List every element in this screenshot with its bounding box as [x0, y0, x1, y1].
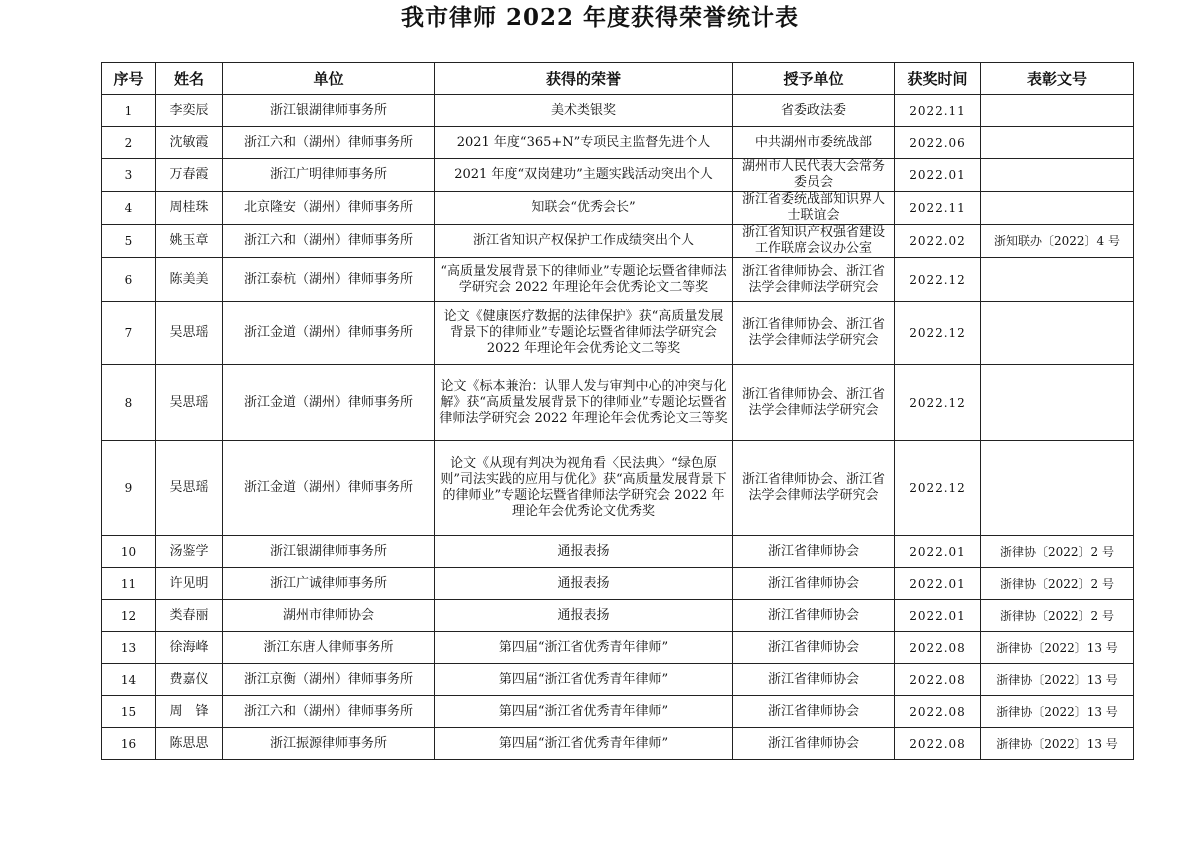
table-row: [102, 696, 1134, 728]
cell-grantor: 浙江省律师协会: [733, 728, 895, 760]
cell-name: 周 锋: [156, 696, 223, 728]
cell-date: 2022.12: [895, 441, 981, 536]
cell-doc: [981, 159, 1134, 192]
page-title: 我市律师 2022 年度获得荣誉统计表: [400, 4, 800, 31]
cell-unit: 浙江银湖律师事务所: [223, 95, 435, 127]
cell-unit: 浙江六和（湖州）律师事务所: [223, 127, 435, 159]
cell-date: 2022.11: [895, 95, 981, 127]
cell-unit: 浙江振源律师事务所: [223, 728, 435, 760]
cell-doc: [981, 441, 1134, 536]
cell-doc: 浙律协〔2022〕13 号: [981, 696, 1134, 728]
cell-honor: 通报表扬: [435, 600, 733, 632]
cell-honor: 通报表扬: [435, 536, 733, 568]
cell-date: 2022.01: [895, 159, 981, 192]
cell-grantor: 浙江省知识产权强省建设工作联席会议办公室: [733, 225, 895, 258]
table-row: [102, 365, 1134, 441]
cell-honor: 论文《从现有判决为视角看〈民法典〉“绿色原则”司法实践的应用与优化》获“高质量发展背景下的律师业”专题论坛暨省律师法学研究会 2022 年理论年会优秀论文优秀奖: [435, 441, 733, 536]
table-row: [102, 536, 1134, 568]
table-row: [102, 192, 1134, 225]
cell-unit: 浙江六和（湖州）律师事务所: [223, 225, 435, 258]
cell-unit: 浙江金道（湖州）律师事务所: [223, 441, 435, 536]
cell-unit: 北京隆安（湖州）律师事务所: [223, 192, 435, 225]
cell-honor: 第四届“浙江省优秀青年律师”: [435, 664, 733, 696]
cell-date: 2022.02: [895, 225, 981, 258]
cell-name: 陈美美: [156, 258, 223, 302]
cell-seq: 10: [102, 536, 156, 568]
cell-grantor: 浙江省律师协会: [733, 600, 895, 632]
cell-doc: 浙律协〔2022〕13 号: [981, 632, 1134, 664]
cell-name: 吴思瑶: [156, 302, 223, 365]
header-doc: 表彰文号: [981, 63, 1134, 95]
cell-grantor: 浙江省委统战部知识界人士联谊会: [733, 192, 895, 225]
cell-honor: 论文《标本兼治：认罪人发与审判中心的冲突与化解》获“高质量发展背景下的律师业”专题论坛暨省律师法学研究会 2022 年理论年会优秀论文三等奖: [435, 365, 733, 441]
cell-name: 类春丽: [156, 600, 223, 632]
cell-date: 2022.08: [895, 728, 981, 760]
cell-honor: 2021 年度“365+N”专项民主监督先进个人: [435, 127, 733, 159]
cell-unit: 浙江金道（湖州）律师事务所: [223, 302, 435, 365]
table-row: [102, 95, 1134, 127]
cell-honor: 美术类银奖: [435, 95, 733, 127]
cell-name: 周桂珠: [156, 192, 223, 225]
header-honor: 获得的荣誉: [435, 63, 733, 95]
cell-unit: 浙江银湖律师事务所: [223, 536, 435, 568]
cell-doc: [981, 258, 1134, 302]
cell-grantor: 湖州市人民代表大会常务委员会: [733, 159, 895, 192]
cell-grantor: 浙江省律师协会、浙江省法学会律师法学研究会: [733, 365, 895, 441]
cell-date: 2022.08: [895, 696, 981, 728]
honors-table: [101, 62, 1134, 760]
header-seq: 序号: [102, 63, 156, 95]
cell-grantor: 浙江省律师协会: [733, 696, 895, 728]
cell-grantor: 浙江省律师协会: [733, 632, 895, 664]
cell-seq: 4: [102, 192, 156, 225]
cell-name: 沈敏霞: [156, 127, 223, 159]
cell-grantor: 省委政法委: [733, 95, 895, 127]
cell-date: 2022.01: [895, 568, 981, 600]
cell-name: 万春霞: [156, 159, 223, 192]
table-row: [102, 600, 1134, 632]
cell-unit: 浙江京衡（湖州）律师事务所: [223, 664, 435, 696]
cell-seq: 1: [102, 95, 156, 127]
table-row: [102, 568, 1134, 600]
cell-name: 徐海峰: [156, 632, 223, 664]
cell-unit: 浙江金道（湖州）律师事务所: [223, 365, 435, 441]
cell-doc: 浙律协〔2022〕2 号: [981, 600, 1134, 632]
cell-unit: 浙江六和（湖州）律师事务所: [223, 696, 435, 728]
cell-name: 姚玉章: [156, 225, 223, 258]
cell-seq: 2: [102, 127, 156, 159]
table-body: [102, 95, 1134, 760]
cell-seq: 16: [102, 728, 156, 760]
cell-doc: [981, 95, 1134, 127]
cell-name: 汤鉴学: [156, 536, 223, 568]
cell-date: 2022.08: [895, 632, 981, 664]
cell-seq: 8: [102, 365, 156, 441]
cell-seq: 7: [102, 302, 156, 365]
cell-grantor: 中共湖州市委统战部: [733, 127, 895, 159]
cell-honor: 通报表扬: [435, 568, 733, 600]
cell-grantor: 浙江省律师协会: [733, 536, 895, 568]
cell-doc: 浙律协〔2022〕2 号: [981, 568, 1134, 600]
cell-date: 2022.12: [895, 365, 981, 441]
cell-unit: 浙江泰杭（湖州）律师事务所: [223, 258, 435, 302]
cell-doc: 浙律协〔2022〕13 号: [981, 664, 1134, 696]
table-row: [102, 225, 1134, 258]
cell-date: 2022.08: [895, 664, 981, 696]
cell-honor: 浙江省知识产权保护工作成绩突出个人: [435, 225, 733, 258]
cell-date: 2022.01: [895, 600, 981, 632]
cell-honor: “高质量发展背景下的律师业”专题论坛暨省律师法学研究会 2022 年理论年会优秀论文二等奖: [435, 258, 733, 302]
table-row: [102, 258, 1134, 302]
cell-doc: 浙律协〔2022〕2 号: [981, 536, 1134, 568]
cell-doc: 浙知联办〔2022〕4 号: [981, 225, 1134, 258]
cell-honor: 第四届“浙江省优秀青年律师”: [435, 696, 733, 728]
cell-seq: 14: [102, 664, 156, 696]
cell-grantor: 浙江省律师协会、浙江省法学会律师法学研究会: [733, 441, 895, 536]
table-row: [102, 127, 1134, 159]
cell-name: 费嘉仪: [156, 664, 223, 696]
cell-seq: 3: [102, 159, 156, 192]
cell-name: 李奕辰: [156, 95, 223, 127]
cell-seq: 5: [102, 225, 156, 258]
cell-date: 2022.12: [895, 302, 981, 365]
cell-doc: [981, 127, 1134, 159]
table-row: [102, 302, 1134, 365]
cell-unit: 浙江广诚律师事务所: [223, 568, 435, 600]
cell-doc: 浙律协〔2022〕13 号: [981, 728, 1134, 760]
header-row: [102, 63, 1134, 95]
cell-seq: 9: [102, 441, 156, 536]
cell-honor: 2021 年度“双岗建功”主题实践活动突出个人: [435, 159, 733, 192]
header-grantor: 授予单位: [733, 63, 895, 95]
cell-honor: 知联会“优秀会长”: [435, 192, 733, 225]
cell-date: 2022.12: [895, 258, 981, 302]
cell-name: 吴思瑶: [156, 365, 223, 441]
cell-grantor: 浙江省律师协会、浙江省法学会律师法学研究会: [733, 258, 895, 302]
table-row: [102, 632, 1134, 664]
cell-seq: 6: [102, 258, 156, 302]
cell-seq: 11: [102, 568, 156, 600]
cell-name: 陈思思: [156, 728, 223, 760]
cell-unit: 湖州市律师协会: [223, 600, 435, 632]
cell-seq: 13: [102, 632, 156, 664]
table-row: [102, 664, 1134, 696]
cell-honor: 第四届“浙江省优秀青年律师”: [435, 632, 733, 664]
cell-date: 2022.06: [895, 127, 981, 159]
cell-name: 吴思瑶: [156, 441, 223, 536]
header-unit: 单位: [223, 63, 435, 95]
cell-honor: 论文《健康医疗数据的法律保护》获“高质量发展背景下的律师业”专题论坛暨省律师法学研究会 2022 年理论年会优秀论文二等奖: [435, 302, 733, 365]
cell-seq: 15: [102, 696, 156, 728]
cell-seq: 12: [102, 600, 156, 632]
header-name: 姓名: [156, 63, 223, 95]
table-row: [102, 728, 1134, 760]
table-row: [102, 441, 1134, 536]
cell-grantor: 浙江省律师协会: [733, 568, 895, 600]
header-date: 获奖时间: [895, 63, 981, 95]
cell-date: 2022.11: [895, 192, 981, 225]
cell-name: 许见明: [156, 568, 223, 600]
cell-doc: [981, 302, 1134, 365]
cell-honor: 第四届“浙江省优秀青年律师”: [435, 728, 733, 760]
cell-unit: 浙江广明律师事务所: [223, 159, 435, 192]
cell-grantor: 浙江省律师协会、浙江省法学会律师法学研究会: [733, 302, 895, 365]
cell-doc: [981, 365, 1134, 441]
cell-doc: [981, 192, 1134, 225]
cell-grantor: 浙江省律师协会: [733, 664, 895, 696]
cell-unit: 浙江东唐人律师事务所: [223, 632, 435, 664]
cell-date: 2022.01: [895, 536, 981, 568]
table-row: [102, 159, 1134, 192]
